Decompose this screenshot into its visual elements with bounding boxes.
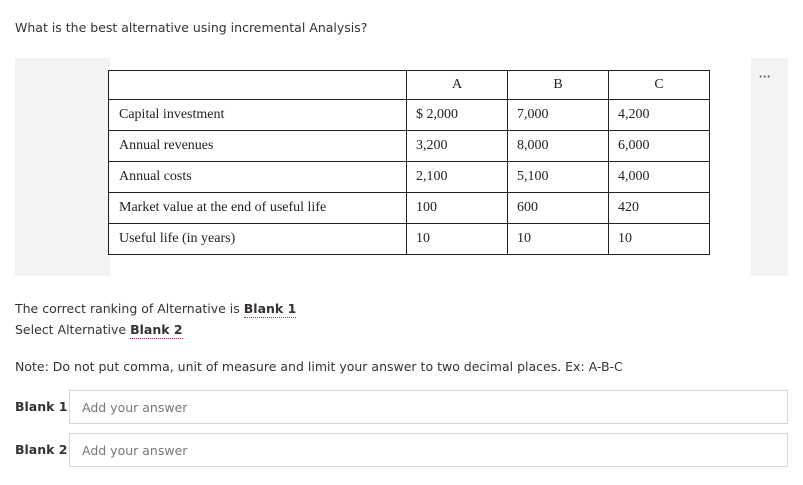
cell-a: 10 [407, 224, 508, 255]
blank-1-link[interactable]: Blank 1 [243, 301, 297, 316]
blank-1-input[interactable] [69, 390, 788, 424]
row-label: Useful life (in years) [109, 224, 407, 255]
blank-2-input[interactable] [69, 433, 788, 467]
table-header-b: B [508, 71, 609, 100]
cell-a: 100 [407, 193, 508, 224]
table-row [109, 224, 710, 255]
table-header-a: A [407, 71, 508, 100]
alternatives-table [108, 70, 710, 255]
cell-c: 4,200 [609, 100, 710, 131]
more-options-icon[interactable]: ··· [758, 67, 771, 86]
cell-a: $ 2,000 [407, 100, 508, 131]
table-row [109, 193, 710, 224]
table-row [109, 100, 710, 131]
blank-1-row [15, 390, 788, 424]
table-row [109, 162, 710, 193]
question-text: What is the best alternative using incremental Analysis? [15, 20, 368, 35]
row-label: Annual costs [109, 162, 407, 193]
blank-2-label: Blank 2 [15, 442, 68, 457]
row-label: Capital investment [109, 100, 407, 131]
ranking-line-2 [15, 319, 296, 340]
cell-b: 5,100 [508, 162, 609, 193]
cell-a: 2,100 [407, 162, 508, 193]
cell-c: 4,000 [609, 162, 710, 193]
row-label: Market value at the end of useful life [109, 193, 407, 224]
cell-c: 420 [609, 193, 710, 224]
table-header-empty [109, 71, 407, 100]
ranking-prompt [15, 298, 296, 340]
ranking-line-2-text: Select Alternative [15, 322, 131, 337]
cell-c: 6,000 [609, 131, 710, 162]
cell-b: 600 [508, 193, 609, 224]
blank-2-row [15, 433, 788, 467]
cell-b: 8,000 [508, 131, 609, 162]
cell-b: 7,000 [508, 100, 609, 131]
table-header-row [109, 71, 710, 100]
cell-b: 10 [508, 224, 609, 255]
cell-c: 10 [609, 224, 710, 255]
blank-2-link[interactable]: Blank 2 [130, 322, 183, 337]
ranking-line-1 [15, 298, 296, 319]
note-text: Note: Do not put comma, unit of measure and limit your answer to two decimal places. Ex: A-B-C [15, 359, 623, 374]
table-header-c: C [609, 71, 710, 100]
blank-1-label: Blank 1 [15, 399, 68, 414]
table-row [109, 131, 710, 162]
row-label: Annual revenues [109, 131, 407, 162]
ranking-line-1-text: The correct ranking of Alternative is [15, 301, 244, 316]
cell-a: 3,200 [407, 131, 508, 162]
